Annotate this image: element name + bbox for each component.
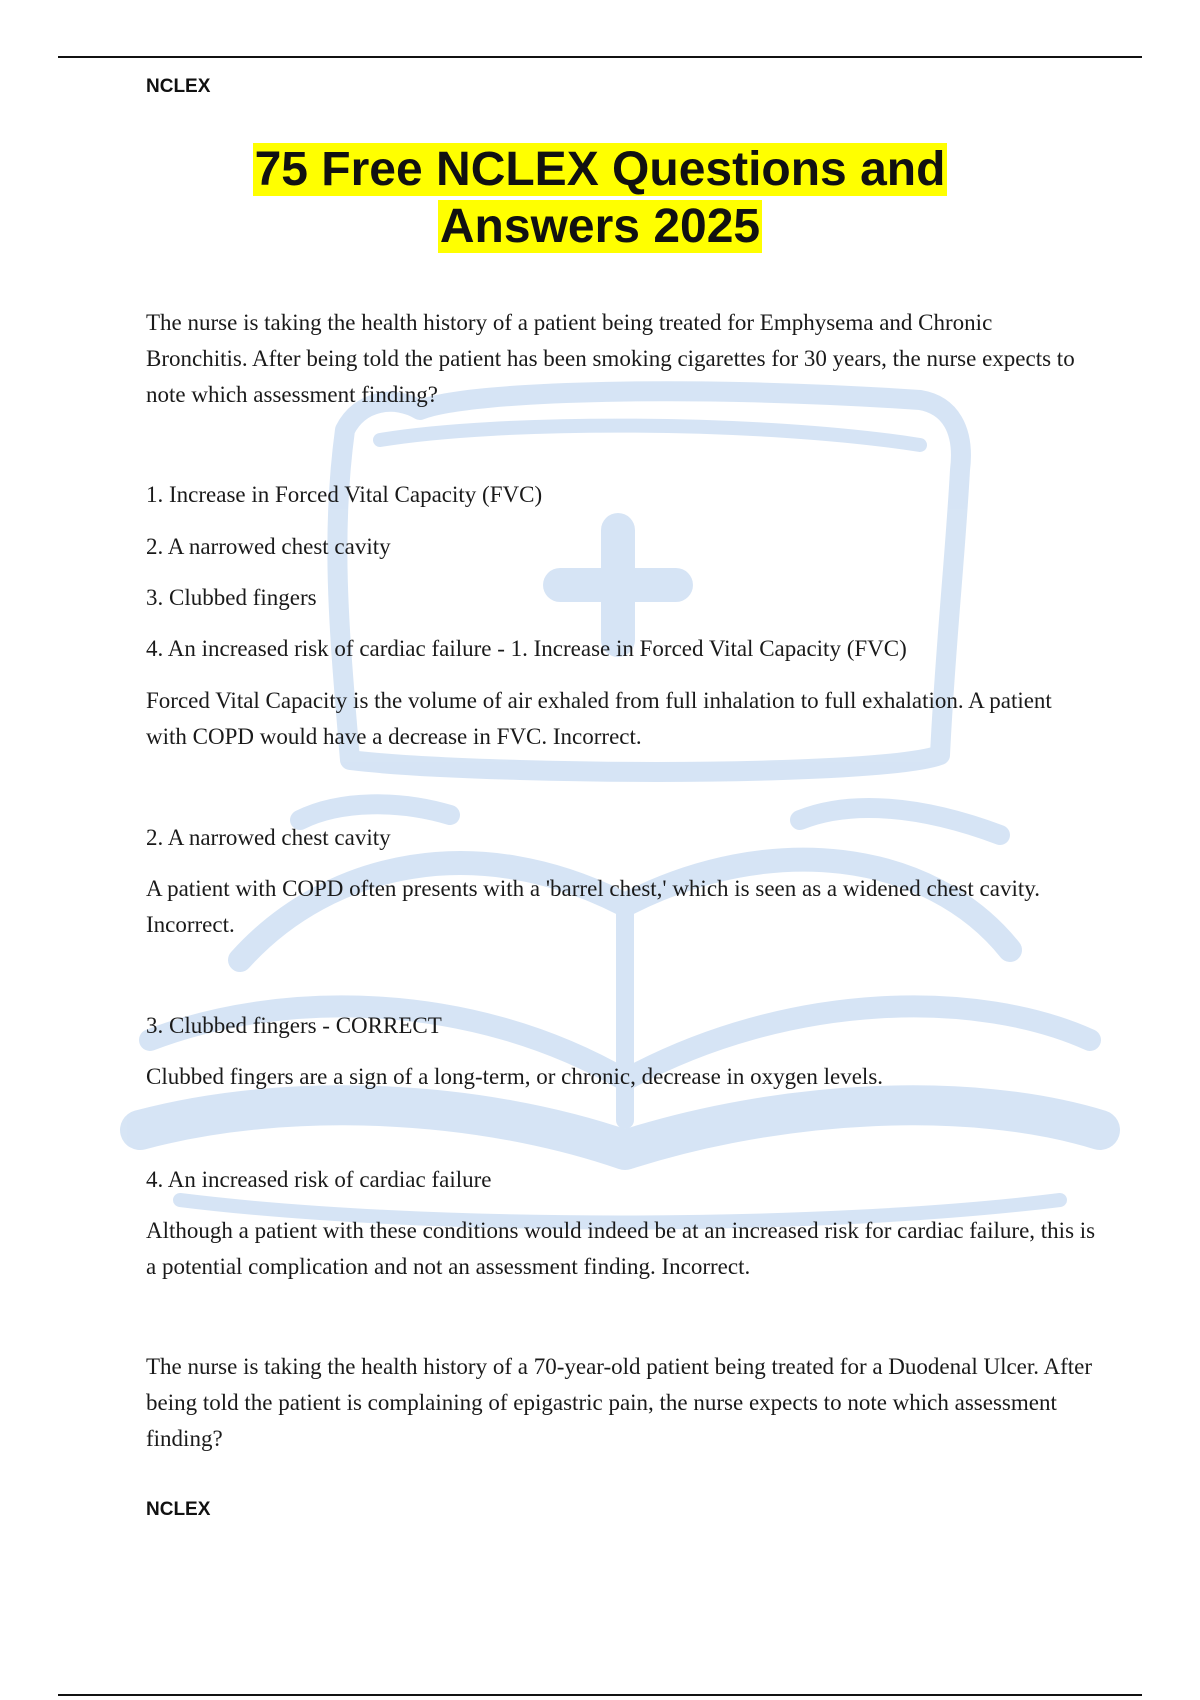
bottom-rule [58,1694,1142,1696]
question-1-stem: The nurse is taking the health history of a patient being treated for Emphysema and Chronic Bronchitis. After being told the patient has been smoking cigarettes for 30 years, the nurse expects to note which assessment finding? [146,310,1075,407]
question-1-option-2: 2. A narrowed chest cavity [146,534,391,559]
running-header: NCLEX [146,76,211,97]
top-rule [58,56,1142,58]
rationale-2-text: A patient with COPD often presents with a 'barrel chest,' which is seen as a widened chest cavity. Incorrect. [146,876,1040,937]
question-1-option-1: 1. Increase in Forced Vital Capacity (FVC) [146,482,543,507]
rationale-4-text: Although a patient with these conditions would indeed be at an increased risk for cardiac failure, this is a potential complication and not an assessment finding. Incorrect. [146,1218,1096,1279]
rationale-3-text: Clubbed fingers are a sign of a long-term, or chronic, decrease in oxygen levels. [146,1064,884,1089]
title-line-2: Answers 2025 [439,200,761,253]
title-line-1: 75 Free NCLEX Questions and [254,143,946,196]
page-title [0,141,1200,255]
question-1-option-4: 4. An increased risk of cardiac failure - 1. Increase in Forced Vital Capacity (FVC) [146,636,907,661]
rationale-1-text: Forced Vital Capacity is the volume of air exhaled from full inhalation to full exhalation. A patient with COPD would have a decrease in FVC. Incorrect. [146,688,1052,749]
rationale-4-heading: 4. An increased risk of cardiac failure [146,1167,492,1192]
rationale-2-heading: 2. A narrowed chest cavity [146,825,391,850]
question-2-stem: The nurse is taking the health history of a 70-year-old patient being treated for a Duodenal Ulcer. After being told the patient is complaining of epigastric pain, the nurse expects to note which assessment finding? [146,1354,1093,1451]
question-1-option-3: 3. Clubbed fingers [146,585,317,610]
running-footer: NCLEX [146,1499,211,1520]
rationale-3-heading: 3. Clubbed fingers - CORRECT [146,1013,442,1038]
